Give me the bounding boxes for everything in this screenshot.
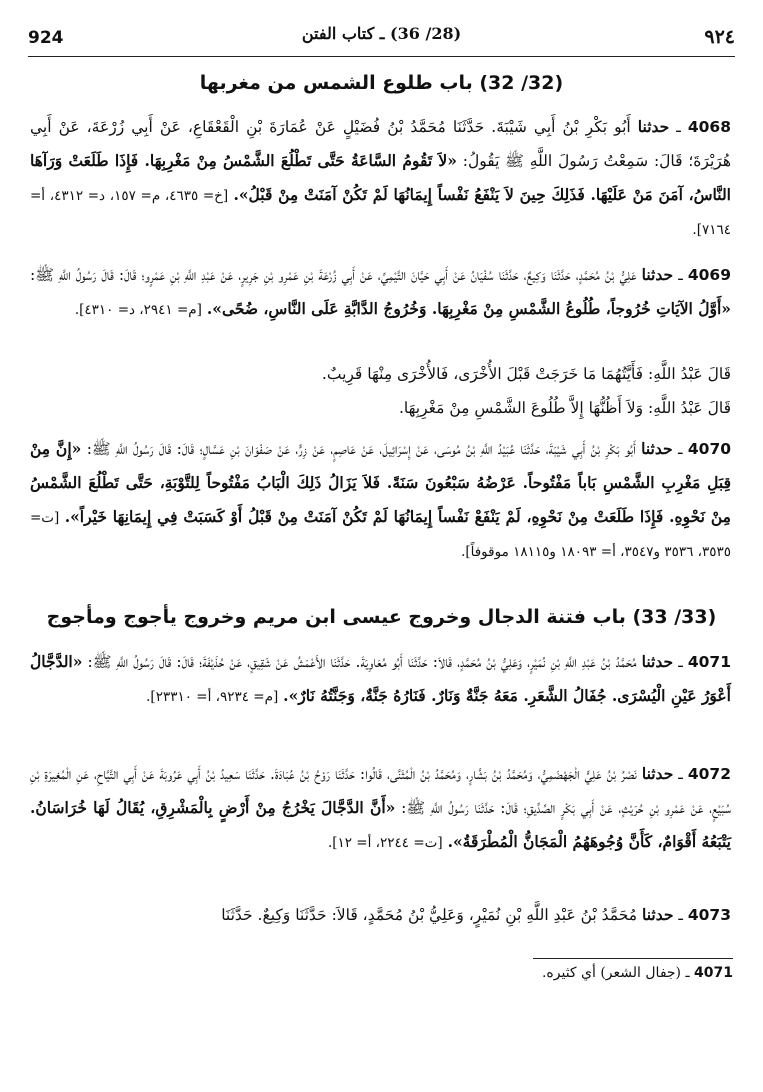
hadith-number: 4069 bbox=[687, 266, 731, 284]
reference-text: [خ= ٤٦٣٥، م= ١٥٧، د= ٤٣١٢، أ= ٧١٦٤]. bbox=[30, 188, 731, 238]
hadath-word: حدثنا bbox=[641, 652, 674, 671]
isnad-text: نَصْرُ بْنُ عَلِيٍّ الْجَهْضَمِيُّ، وَمُحَمَّدُ بْنُ بَشَّارٍ، وَمُحَمَّدُ بْنُ الْمُثَنَّى، قَالُوا: حَدَّثَنَا رَوْحُ بْنُ عُبَادَةَ. حَدَّثَنَا سَعِيدُ بْنُ أَبِي عَرُوبَةَ عَنْ أَبِي التَّيَّاحِ، عَنِ الْمُغِيرَةِ بْنِ سُبَيْعٍ، عَنْ عَمْرِو بْنِ حُرَيْثٍ، عَنْ أَبِي بَكْرٍ الصِّدِّيقِ؛ قَالَ: حَدَّثَنَا رَسُولُ اللَّهِ ﷺ: bbox=[30, 765, 731, 817]
hadath-word: حدثنا bbox=[641, 764, 674, 783]
isnad-text: مُحَمَّدُ بْنُ عَبْدِ اللَّهِ بْنِ نُمَيْرٍ، وَعَلِيُّ بْنُ مُحَمَّدٍ، قَالاَ: حَدَّثَنَا وَكِيعٌ. حَدَّثَنَا bbox=[221, 906, 638, 924]
hadath-word: حدثنا bbox=[637, 117, 670, 136]
hadith-4070: 4070 ـ حدثنا أَبُو بَكْرِ بْنُ أَبِي شَيْبَةَ، حَدَّثَنَا عُبَيْدُ اللَّهِ بْنُ مُوسَى، عَنْ إِسْرَائِيلَ، عَنْ عَاصِمٍ، عَنْ زِرٍّ، عَنْ صَفْوَانَ بْنِ عَسَّالٍ؛ قَالَ: قَالَ رَسُولُ اللَّهِ ﷺ: «إِنَّ مِنْ قِبَلِ مَغْرِبِ الشَّمْسِ بَاباً مَفْتُوحاً. عَرْضُهُ سَبْعُونَ سَنَةً. فَلاَ يَزَالُ ذَلِكَ الْبَابُ مَفْتُوحاً لِلتَّوْبَةِ، حَتَّى تَطْلُعَ الشَّمْسُ مِنْ نَحْوِهِ. فَإِذَا طَلَعَتْ مِنْ نَحْوِهِ، لَمْ يَنْفَعْ نَفْساً إِيمَانُهَا لَمْ تَكُنْ آمَنَتْ مِنْ قَبْلُ أَوْ كَسَبَتْ فِي إِيمَانِهَا خَيْراً». [ت= ٣٥٣٥، ٣٥٣٦ و٣٥٤٧، أ= ١٨٠٩٣ و١٨١١٥ موقوفاً]. bbox=[30, 439, 732, 560]
hadith-4071: 4071 ـ حدثنا مُحَمَّدُ بْنُ عَبْدِ اللَّهِ بْنِ نُمَيْرٍ، وَعَلِيُّ بْنُ مُحَمَّدٍ، قَالاَ: حَدَّثَنَا أَبُو مُعَاوِيَةَ. حَدَّثَنَا الأَعْمَشُ عَنْ شَقِيقٍ، عَنْ حُذَيْفَةَ؛ قَالَ: قَالَ رَسُولُ اللَّهِ ﷺ: «الدَّجَّالُ أَعْوَرُ عَيْنِ الْيُسْرَى. جُفَالُ الشَّعَرِ. مَعَهُ جَنَّةٌ وَنَارٌ. فَنَارُهُ جَنَّةٌ، وَجَنَّتُهُ نَارٌ». [م= ٩٢٣٤، أ= ٢٣٣١٠]. bbox=[30, 652, 731, 705]
reference-text: [م= ٩٢٣٤، أ= ٢٣٣١٠]. bbox=[146, 689, 279, 705]
page-header bbox=[28, 20, 735, 57]
hadath-word: حدثنا bbox=[642, 905, 674, 924]
section-title: (32/ 32) باب طلوع الشمس من مغربها bbox=[199, 72, 564, 94]
matn-text: «أَنَّ الدَّجَّالَ يَخْرُجُ مِنْ أَرْضٍ بِالْمَشْرِقِ، يُقَالُ لَهَا خُرَاسَانُ. يَتْبَعُهُ أَقْوَامٌ، كَأَنَّ وُجُوهَهُمُ الْمَجَانُّ الْمُطْرَقَةُ». bbox=[30, 798, 731, 851]
footnote-divider bbox=[533, 958, 733, 959]
footnote-text: (جفال الشعر) أي كثيره. bbox=[541, 965, 682, 981]
matn-text: «الدَّجَّالُ أَعْوَرُ عَيْنِ الْيُسْرَى. جُفَالُ الشَّعَرِ. مَعَهُ جَنَّةٌ وَنَارٌ. فَنَارُهُ جَنَّةٌ، وَجَنَّتُهُ نَارٌ». bbox=[30, 652, 731, 705]
hadith-4068: 4068 ـ حدثنا أَبُو بَكْرِ بْنُ أَبِي شَيْبَةَ. حَدَّثَنَا مُحَمَّدُ بْنُ فُضَيْلٍ عَنْ عُمَارَةَ بْنِ الْقَعْقَاعِ، عَنْ أَبِي زُرْعَةَ، عَنْ أَبِي هُرَيْرَةَ؛ قَالَ: سَمِعْتُ رَسُولَ اللَّهِ ﷺ يَقُولُ: «لاَ تَقُومُ السَّاعَةُ حَتَّى تَطْلُعَ الشَّمْسُ مِنْ مَغْرِبِهَا. فَإِذَا طَلَعَتْ وَرَآهَا النَّاسُ، آمَنَ مَنْ عَلَيْهَا. فَذَلِكَ حِينَ لاَ يَنْفَعُ نَفْساً إِيمَانُهَا لَمْ تَكُنْ آمَنَتْ مِنْ قَبْلُ». [خ= ٤٦٣٥، م= ١٥٧، د= ٤٣١٢، أ= ٧١٦٤]. bbox=[30, 117, 731, 238]
hadith-number: 4070 bbox=[687, 440, 732, 458]
reference-text: [ت= ٢٢٤٤، أ= ١٢]. bbox=[327, 835, 443, 851]
hadith-4073: 4073 ـ حدثنا مُحَمَّدُ بْنُ عَبْدِ اللَّهِ بْنِ نُمَيْرٍ، وَعَلِيُّ بْنُ مُحَمَّدٍ، قَالاَ: حَدَّثَنَا وَكِيعٌ. حَدَّثَنَا bbox=[221, 905, 731, 924]
commentary-line: قَالَ عَبْدُ اللَّهِ: وَلاَ أَظُنُّهَا إِلاَّ طُلُوعَ الشَّمْسِ مِنْ مَغْرِبِهَا. bbox=[399, 399, 731, 417]
hadath-word: حدثنا bbox=[641, 439, 673, 458]
isnad-text: عَلِيُّ بْنُ مُحَمَّدٍ، حَدَّثَنَا وَكِيعٌ، حَدَّثَنَا سُفْيَانُ عَنْ أَبِي حَيَّانَ التَّيْمِيِّ، عَنْ أَبِي زُرْعَةَ بْنِ عَمْرِو بْنِ جَرِيرٍ، عَنْ عَبْدِ اللَّهِ بْنِ عَمْرٍو؛ قَالَ: قَالَ رَسُولُ اللَّهِ ﷺ: bbox=[30, 266, 637, 284]
footnote-number: 4071 bbox=[694, 965, 733, 981]
reference-text: [ت= ٣٥٣٥، ٣٥٣٦ و٣٥٤٧، أ= ١٨٠٩٣ و١٨١١٥ موقوفاً]. bbox=[30, 510, 731, 560]
hadith-number: 4071 bbox=[687, 653, 731, 671]
isnad-text: أَبُو بَكْرِ بْنُ أَبِي شَيْبَةَ، حَدَّثَنَا عُبَيْدُ اللَّهِ بْنُ مُوسَى، عَنْ إِسْرَائِيلَ، عَنْ عَاصِمٍ، عَنْ زِرٍّ، عَنْ صَفْوَانَ بْنِ عَسَّالٍ؛ قَالَ: قَالَ رَسُولُ اللَّهِ ﷺ: bbox=[86, 440, 636, 458]
isnad-text: مُحَمَّدُ بْنُ عَبْدِ اللَّهِ بْنِ نُمَيْرٍ، وَعَلِيُّ بْنُ مُحَمَّدٍ، قَالاَ: حَدَّثَنَا أَبُو مُعَاوِيَةَ. حَدَّثَنَا الأَعْمَشُ عَنْ شَقِيقٍ، عَنْ حُذَيْفَةَ؛ قَالَ: قَالَ رَسُولُ اللَّهِ ﷺ: bbox=[87, 653, 637, 671]
hadith-number: 4073 bbox=[687, 906, 731, 924]
matn-text: «لاَ تَقُومُ السَّاعَةُ حَتَّى تَطْلُعَ الشَّمْسُ مِنْ مَغْرِبِهَا. فَإِذَا طَلَعَتْ وَرَآهَا النَّاسُ، آمَنَ مَنْ عَلَيْهَا. فَذَلِكَ حِينَ لاَ يَنْفَعُ نَفْساً إِيمَانُهَا لَمْ تَكُنْ آمَنَتْ مِنْ قَبْلُ». bbox=[30, 151, 731, 204]
reference-text: [م= ٢٩٤١، د= ٤٣١٠]. bbox=[74, 302, 202, 318]
hadith-4069: 4069 ـ حدثنا عَلِيُّ بْنُ مُحَمَّدٍ، حَدَّثَنَا وَكِيعٌ، حَدَّثَنَا سُفْيَانُ عَنْ أَبِي حَيَّانَ التَّيْمِيِّ، عَنْ أَبِي زُرْعَةَ بْنِ عَمْرِو بْنِ جَرِيرٍ، عَنْ عَبْدِ اللَّهِ بْنِ عَمْرٍو؛ قَالَ: قَالَ رَسُولُ اللَّهِ ﷺ: «أَوَّلُ الآيَاتِ خُرُوجاً، طُلُوعُ الشَّمْسِ مِنْ مَغْرِبِهَا. وَخُرُوجُ الدَّابَّةِ عَلَى النَّاسِ، ضُحًى». [م= ٢٩٤١، د= ٤٣١٠]. bbox=[30, 265, 731, 318]
hadith-number: 4068 bbox=[687, 118, 731, 136]
isnad-text: أَبُو بَكْرِ بْنُ أَبِي شَيْبَةَ. حَدَّثَنَا مُحَمَّدُ بْنُ فُضَيْلٍ عَنْ عُمَارَةَ بْنِ الْقَعْقَاعِ، عَنْ أَبِي زُرْعَةَ، عَنْ أَبِي هُرَيْرَةَ؛ قَالَ: سَمِعْتُ رَسُولَ اللَّهِ ﷺ يَقُولُ: bbox=[30, 118, 731, 170]
section-title: (33/ 33) باب فتنة الدجال وخروج عيسى ابن مريم وخروج يأجوج ومأجوج bbox=[46, 606, 717, 628]
matn-text: «إِنَّ مِنْ قِبَلِ مَغْرِبِ الشَّمْسِ بَاباً مَفْتُوحاً. عَرْضُهُ سَبْعُونَ سَنَةً. فَلاَ يَزَالُ ذَلِكَ الْبَابُ مَفْتُوحاً لِلتَّوْبَةِ، حَتَّى تَطْلُعَ الشَّمْسُ مِنْ نَحْوِهِ. فَإِذَا طَلَعَتْ مِنْ نَحْوِهِ، لَمْ يَنْفَعْ نَفْساً إِيمَانُهَا لَمْ تَكُنْ آمَنَتْ مِنْ قَبْلُ أَوْ كَسَبَتْ فِي إِيمَانِهَا خَيْراً». bbox=[30, 439, 731, 526]
matn-text: «أَوَّلُ الآيَاتِ خُرُوجاً، طُلُوعُ الشَّمْسِ مِنْ مَغْرِبِهَا. وَخُرُوجُ الدَّابَّةِ عَلَى النَّاسِ، ضُحًى». bbox=[206, 299, 731, 318]
footnote: 4071 ـ (جفال الشعر) أي كثيره. bbox=[541, 965, 733, 981]
commentary-line: قَالَ عَبْدُ اللَّهِ: فَأَيَّتُهُمَا مَا خَرَجَتْ قَبْلَ الأُخْرَى، فَالأُخْرَى مِنْهَا قَرِيبٌ. bbox=[321, 365, 731, 383]
page-number-arabic: ٩٢٤ bbox=[704, 26, 735, 48]
hadith-4072: 4072 ـ حدثنا نَصْرُ بْنُ عَلِيٍّ الْجَهْضَمِيُّ، وَمُحَمَّدُ بْنُ بَشَّارٍ، وَمُحَمَّدُ بْنُ الْمُثَنَّى، قَالُوا: حَدَّثَنَا رَوْحُ بْنُ عُبَادَةَ. حَدَّثَنَا سَعِيدُ بْنُ أَبِي عَرُوبَةَ عَنْ أَبِي التَّيَّاحِ، عَنِ الْمُغِيرَةِ بْنِ سُبَيْعٍ، عَنْ عَمْرِو بْنِ حُرَيْثٍ، عَنْ أَبِي بَكْرٍ الصِّدِّيقِ؛ قَالَ: حَدَّثَنَا رَسُولُ اللَّهِ ﷺ: «أَنَّ الدَّجَّالَ يَخْرُجُ مِنْ أَرْضٍ بِالْمَشْرِقِ، يُقَالُ لَهَا خُرَاسَانُ. يَتْبَعُهُ أَقْوَامٌ، كَأَنَّ وُجُوهَهُمُ الْمَجَانُّ الْمُطْرَقَةُ». [ت= ٢٢٤٤، أ= ١٢]. bbox=[30, 764, 731, 851]
page-number-latin: 924 bbox=[28, 28, 64, 48]
hadath-word: حدثنا bbox=[641, 265, 674, 284]
running-title: (28/ 36) ـ كتاب الفتن bbox=[301, 24, 462, 43]
hadith-number: 4072 bbox=[687, 765, 731, 783]
